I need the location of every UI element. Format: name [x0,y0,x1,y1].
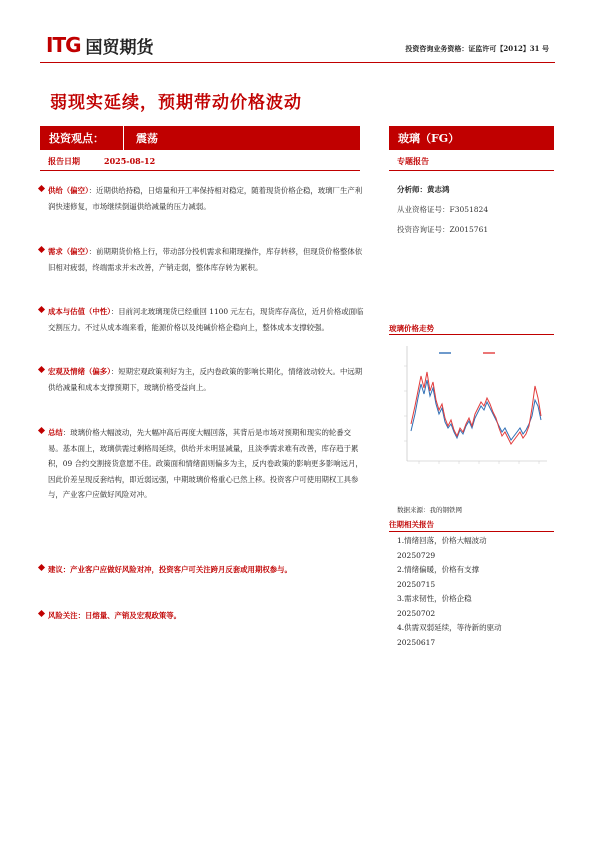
related-divider [389,531,554,532]
product-band: 玻璃（FG） [389,126,554,150]
view-value: 震荡 [136,132,158,145]
related-item[interactable]: 2.情绪偏暖，价格有支撑 [397,565,480,574]
license-text: 投资咨询业务资格：证监许可【2012】31 号 [405,44,549,53]
risk-note: 风险关注：日熔量、产销及宏观政策等。 [48,608,364,624]
x-ticks [419,461,539,464]
point-demand: 需求（偏空）：前期期货价格上行，带动部分投机需求和期现操作，库存转移，但现货价格整体依旧相对疲弱，终端需求并未改善，产销走弱，整体库存转为累积。 [48,244,364,275]
related-list [397,534,557,650]
point-supply: 供给（偏空）：近期供给持稳，日熔量和开工率保持相对稳定，随着现货价格企稳，玻璃厂生产利润快速修复，市场继续倒逼供给减量的压力减弱。 [48,183,364,214]
date-divider [40,170,360,171]
analyst-name: 分析师：黄志鸿 [397,185,450,194]
logo-brand: ITG [46,33,81,57]
view-label: 投资观点： [40,126,124,150]
special-divider [389,170,554,171]
bullet-icon [38,427,45,434]
related-item[interactable]: 3.需求韧性，价格企稳 [397,594,472,603]
related-item[interactable]: 1.情绪回落，价格大幅波动 [397,536,487,545]
related-date: 20250729 [397,550,436,560]
company-logo [46,34,154,56]
chart-source: 数据来源：我的钢铁网 [397,506,462,514]
y-ticks [404,366,407,441]
view-band [40,126,360,150]
analyst-cert-1: 从业资格证号：F3051824 [397,205,489,214]
related-date: 20250617 [397,637,436,647]
bullet-icon [38,366,45,373]
related-date: 20250715 [397,579,436,589]
bullet-icon [38,564,45,571]
related-title: 往期相关报告 [389,520,434,529]
point-cost: 成本与估值（中性）：目前河北玻璃现货已经重回 1100 元左右，现货库存高位，近月价格或面临交割压力。不过从成本端来看，能源价格以及纯碱价格企稳向上，整体成本支撑较强。 [48,304,364,335]
bullet-icon [38,185,45,192]
price-chart-svg [389,336,554,502]
point-summary: 总结：玻璃价格大幅波动，先大幅冲高后再度大幅回落，其背后是市场对预期和现实的轮番交易。基本面上，玻璃供需过剩格局延续，供给并未明显减量，且淡季需求难有改善，库存趋于累积，09 合约交割接货意愿不佳。政策面和情绪面则偏多为主，反内卷政策的影响更多影响远月，因此价差呈现反套结构，即近弱远强，中期玻璃价格重心已然上移。投资客户可使用期权工具参与，产业客户应做好风险对冲。 [48,425,364,503]
bullet-icon [38,610,45,617]
series-red-line [411,372,541,444]
report-date-label: 报告日期 [48,156,80,166]
chart-divider [389,334,554,335]
related-item[interactable]: 4.供需双弱延续，等待新的驱动 [397,623,502,632]
analyst-cert-2: 投资咨询证号：Z0015761 [397,225,489,234]
price-chart [389,336,554,502]
report-date [48,156,155,167]
chart-section-title: 玻璃价格走势 [389,324,434,333]
suggestion: 建议：产业客户应做好风险对冲，投资客户可关注跨月反套或用期权参与。 [48,562,364,578]
report-date-value: 2025-08-12 [104,156,156,166]
header-divider [40,62,555,63]
report-title: 弱现实延续，预期带动价格波动 [50,93,302,113]
logo-name: 国贸期货 [85,37,154,58]
bullet-icon [38,306,45,313]
related-date: 20250702 [397,608,436,618]
special-report-label: 专题报告 [397,156,429,166]
point-macro: 宏观及情绪（偏多）：短期宏观政策利好为主，反内卷政策的影响长期化，情绪波动较大。中远期供给减量和成本支撑预期下，玻璃价格受益向上。 [48,364,364,395]
bullet-icon [38,246,45,253]
